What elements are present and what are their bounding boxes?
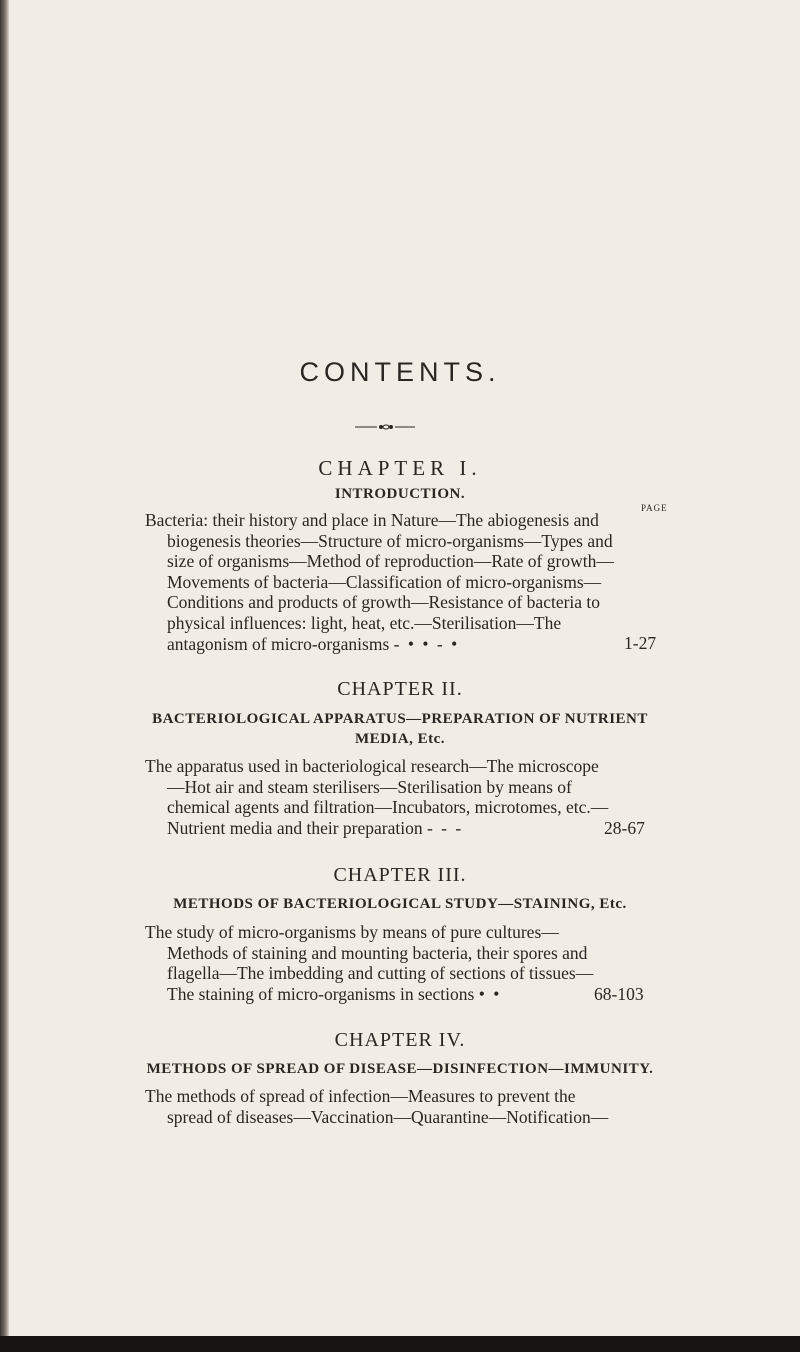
entry-line: physical influences: light, heat, etc.—Sterilisation—The [167,612,562,633]
ornament-divider [355,422,415,432]
entry-line [145,818,655,839]
dot-leader: - - - [426,817,464,838]
chapter-4-subtitle: METHODS OF SPREAD OF DISEASE—DISINFECTION—IMMUNITY. [146,1061,654,1077]
chapter-3-heading: CHAPTER III. [333,864,467,886]
chapter-3-subtitle: METHODS OF BACTERIOLOGICAL STUDY—STAINING, Etc. [173,896,627,912]
chapter-2-subtitle [0,709,800,749]
entry-line-text: Nutrient media and their preparation [167,817,423,838]
chapter-3-entry [145,922,655,1004]
entry-line: flagella—The imbedding and cutting of sections of tissues— [167,963,594,984]
chapter-4-heading: CHAPTER IV. [334,1029,466,1051]
entry-line [145,984,655,1005]
entry-line: Movements of bacteria—Classification of micro-organisms— [167,571,602,592]
page-bottom-edge [0,1336,800,1352]
entry-line: —Hot air and steam sterilisers—Sterilisation by means of [167,776,572,797]
entry-line: Bacteria: their history and place in Nature—The abiogenesis and [145,510,599,530]
page-title: CONTENTS. [299,357,501,387]
chapter-4-entry [145,1086,655,1127]
chapter-2-subtitle-line: MEDIA, Etc. [354,731,446,747]
chapter-2-heading: CHAPTER II. [337,678,463,700]
entry-line: spread of diseases—Vaccination—Quarantine—Notification— [167,1106,609,1127]
chapter-1-entry [145,510,655,654]
dot-leader: - • • - • [393,633,460,654]
chapter-1-heading: CHAPTER I. [318,456,482,480]
entry-line-text: antagonism of micro-organisms [167,633,390,654]
entry-line-text: The staining of micro-organisms in sections [167,983,475,1004]
entry-line: Methods of staining and mounting bacteria, their spores and [167,942,588,963]
page-column-label: PAGE [641,503,668,513]
entry-line: chemical agents and filtration—Incubators, microtomes, etc.— [167,797,609,818]
entry-line [145,634,655,655]
entry-line: Conditions and products of growth—Resistance of bacteria to [167,592,601,613]
entry-line: size of organisms—Method of reproduction—Rate of growth— [167,551,614,572]
chapter-2-page-range: 28-67 [604,818,645,838]
chapter-1-page-range: 1-27 [624,633,657,653]
chapter-3-page-range: 68-103 [594,984,644,1004]
chapter-2-subtitle-line: BACTERIOLOGICAL APPARATUS—PREPARATION OF NUTRIENT [152,711,648,727]
dot-leader: • • [478,983,502,1004]
entry-line: The methods of spread of infection—Measures to prevent the [145,1086,576,1106]
chapter-2-entry [145,756,655,838]
entry-line: biogenesis theories—Structure of micro-organisms—Types and [167,530,613,551]
chapter-1-subtitle: INTRODUCTION. [334,486,466,502]
entry-line: The apparatus used in bacteriological research—The microscope [145,756,599,776]
entry-line: The study of micro-organisms by means of pure cultures— [145,922,559,942]
